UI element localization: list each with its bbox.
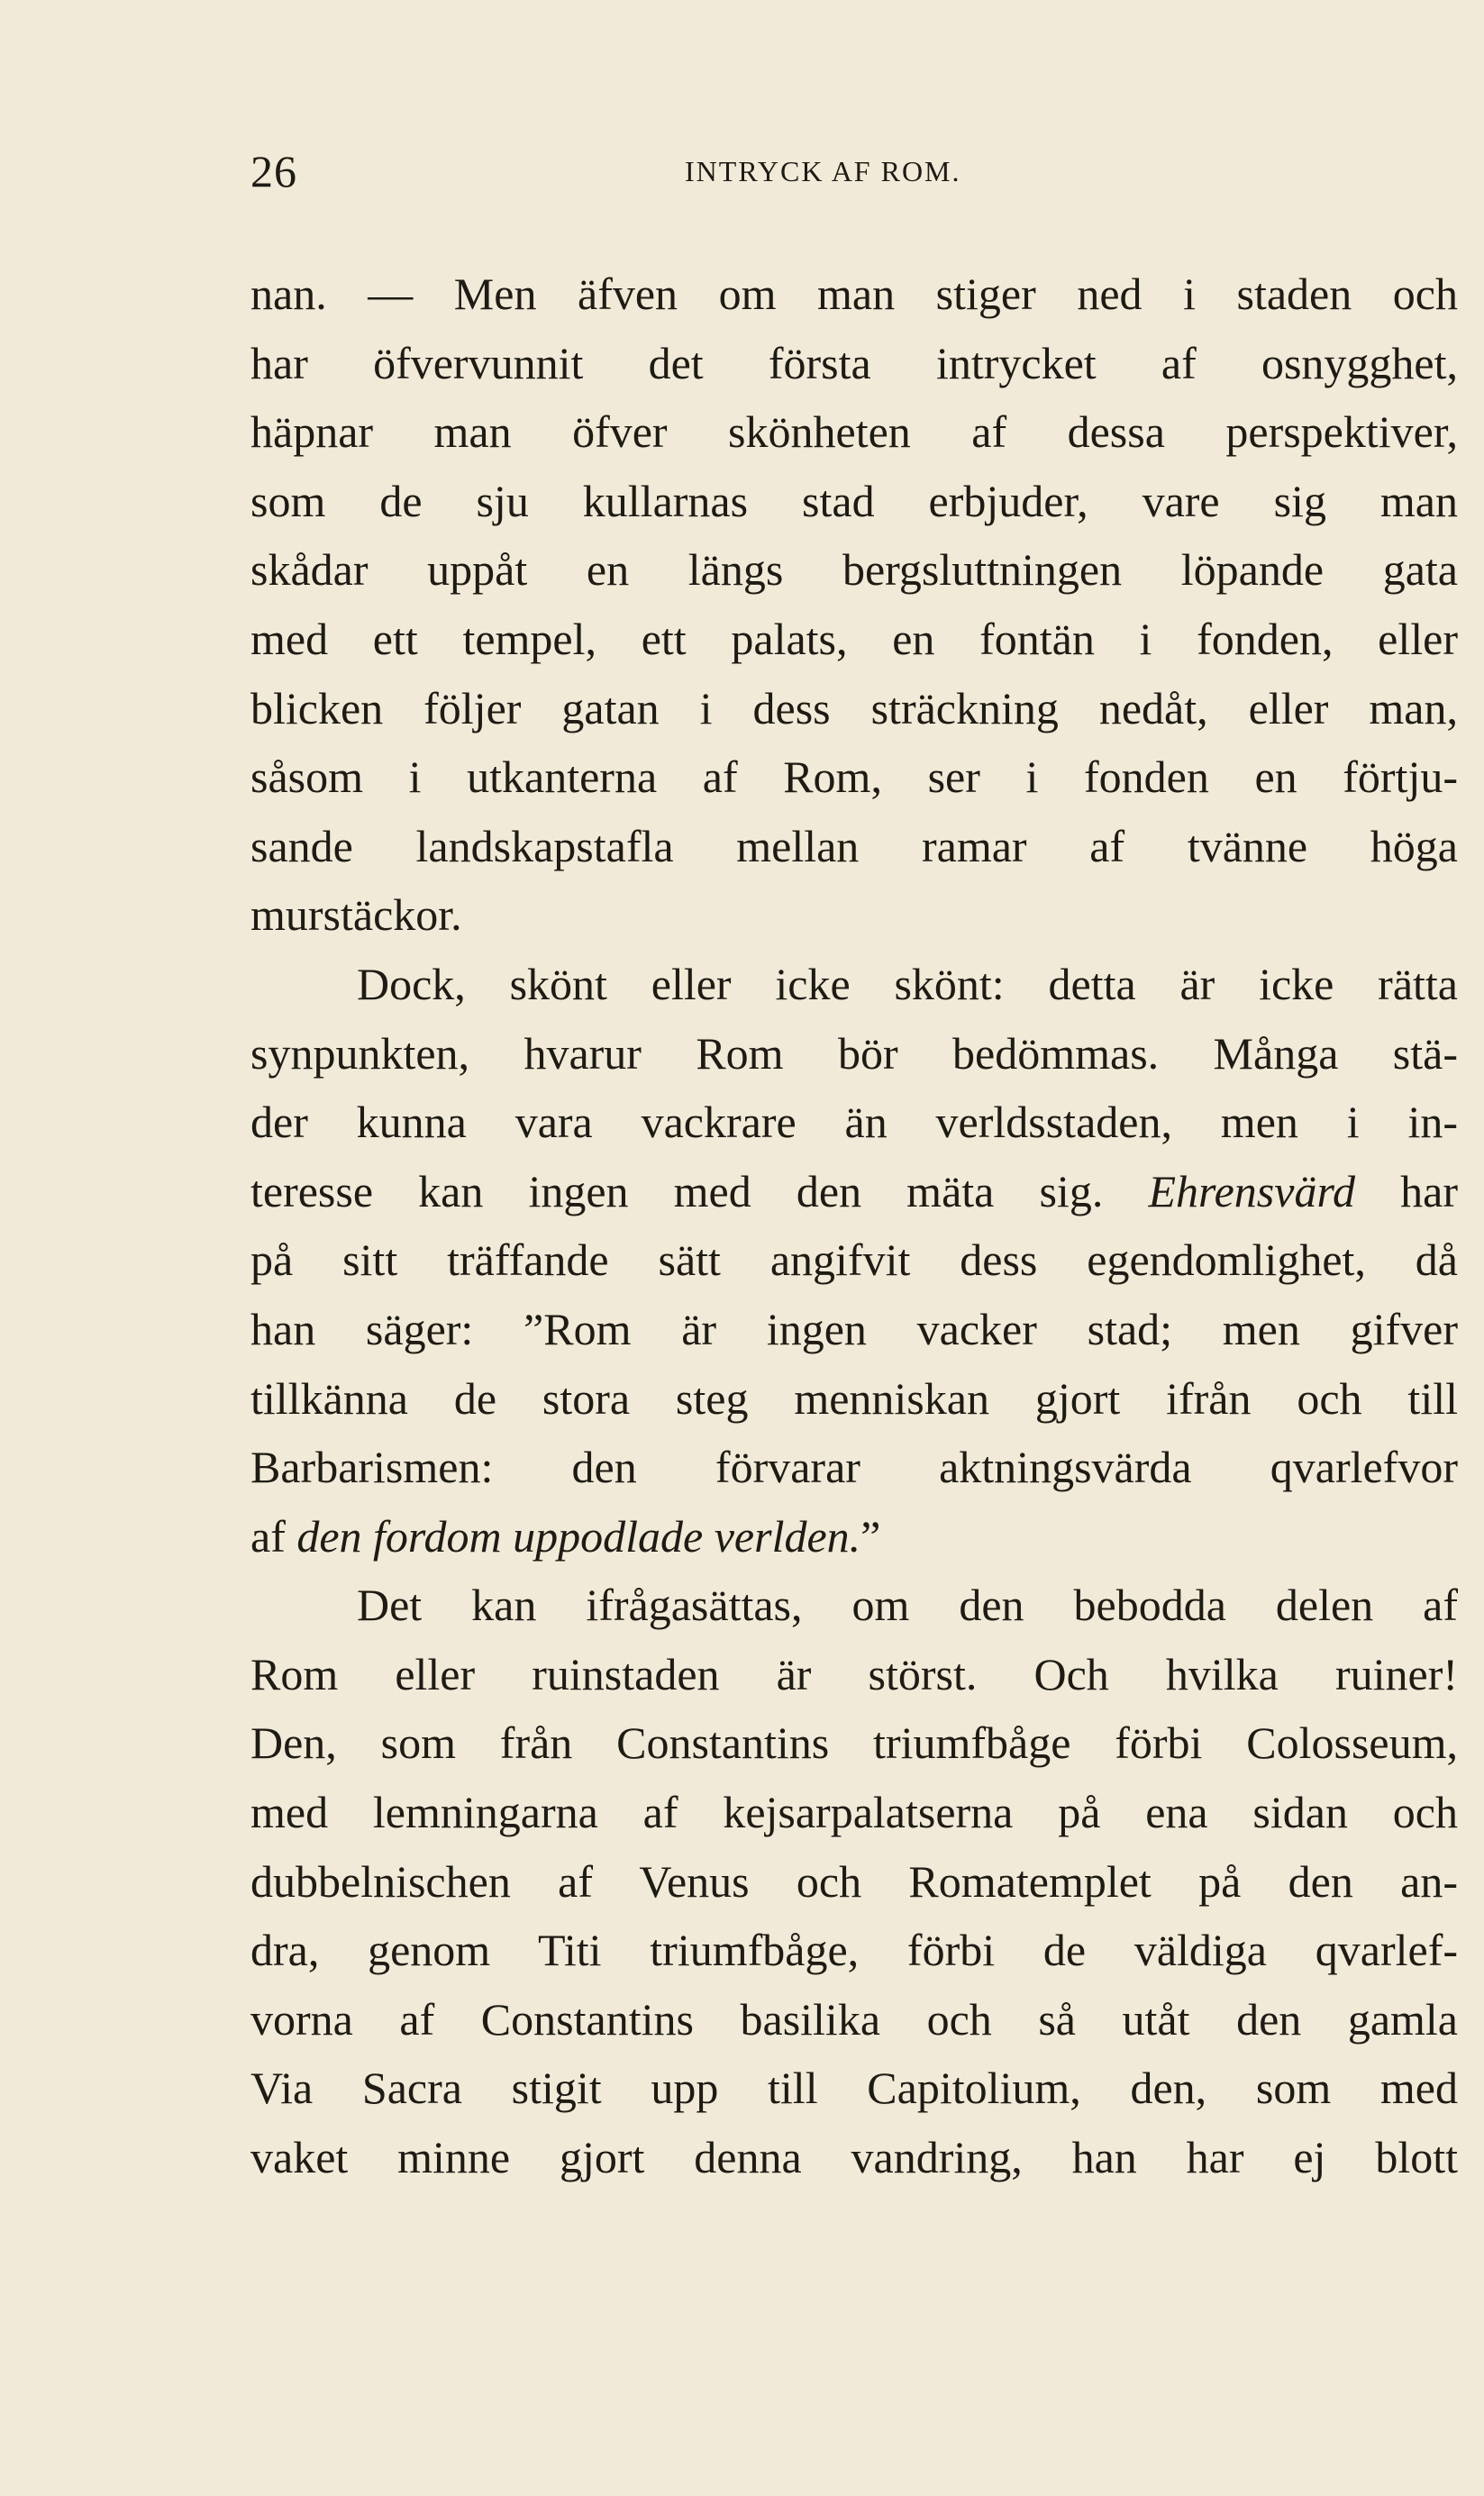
text-line: Den, som från Constantins triumfbåge förbi Colosseum, bbox=[250, 1717, 1458, 1769]
author-name-italic: Ehrensvärd bbox=[1148, 1165, 1356, 1216]
body-text bbox=[250, 260, 1458, 2192]
text-line: murstäckor. bbox=[250, 889, 462, 941]
paragraph-start-line: Det kan ifrågasättas, om den bebodda delen af bbox=[357, 1580, 1458, 1631]
text-line: som de sju kullarnas stad erbjuder, vare sig man bbox=[250, 475, 1458, 526]
text-line: dra, genom Titi triumfbåge, förbi de väldiga qvarlef- bbox=[250, 1925, 1458, 1976]
text-segment: af bbox=[250, 1510, 297, 1562]
quotation-italic: den fordom uppodlade verlden. bbox=[296, 1510, 861, 1562]
text-line: synpunkten, hvarur Rom bör bedömmas. Många stä- bbox=[250, 1027, 1458, 1079]
text-line: tillkänna de stora steg menniskan gjort ifrån och till bbox=[250, 1372, 1458, 1424]
text-line: häpnar man öfver skönheten af dessa perspektiver, bbox=[250, 406, 1458, 458]
text-line: nan. — Men äfven om man stiger ned i staden och bbox=[250, 269, 1458, 319]
text-line: Rom eller ruinstaden är störst. Och hvilka ruiner! bbox=[250, 1648, 1458, 1699]
paragraph-start-line: Dock, skönt eller icke skönt: detta är icke rätta bbox=[357, 958, 1458, 1009]
text-line: Via Sacra stigit upp till Capitolium, den, som med bbox=[250, 2063, 1458, 2114]
text-line: har öfvervunnit det första intrycket af osnygghet, bbox=[250, 337, 1458, 388]
text-line: han säger: ”Rom är ingen vacker stad; men gifver bbox=[250, 1303, 1458, 1354]
page-number: 26 bbox=[250, 146, 297, 196]
text-line: med lemningarna af kejsarpalatserna på ena sidan och bbox=[250, 1787, 1458, 1838]
text-line bbox=[250, 1157, 1458, 1226]
text-line: blicken följer gatan i dess sträckning nedåt, eller man, bbox=[250, 682, 1458, 733]
text-line: dubbelnischen af Venus och Romatemplet på den an- bbox=[250, 1855, 1458, 1907]
text-line: vorna af Constantins basilika och så utåt den gamla bbox=[250, 1993, 1458, 2045]
text-line: på sitt träffande sätt angifvit dess egendomlighet, då bbox=[250, 1234, 1458, 1286]
text-segment: teresse kan ingen med den mäta sig. bbox=[250, 1165, 1149, 1216]
text-line: skådar uppåt en längs bergsluttningen löpande gata bbox=[250, 544, 1458, 596]
text-line: Barbarismen: den förvarar aktningsvärda qvarlefvor bbox=[250, 1442, 1458, 1493]
text-line: vaket minne gjort denna vandring, han har ej blott bbox=[250, 2132, 1458, 2183]
text-line: med ett tempel, ett palats, en fontän i fonden, eller bbox=[250, 613, 1458, 664]
text-line bbox=[250, 1502, 1458, 1571]
running-head: INTRYCK AF ROM. bbox=[685, 155, 961, 187]
page-header bbox=[250, 144, 1458, 198]
text-line: såsom i utkanterna af Rom, ser i fonden en förtju- bbox=[250, 752, 1458, 803]
text-line: der kunna vara vackrare än verldsstaden, men i in- bbox=[250, 1097, 1458, 1148]
text-segment: har bbox=[1355, 1165, 1458, 1216]
text-line: sande landskapstafla mellan ramar af tvänne höga bbox=[250, 820, 1458, 871]
text-segment: ” bbox=[860, 1510, 881, 1562]
